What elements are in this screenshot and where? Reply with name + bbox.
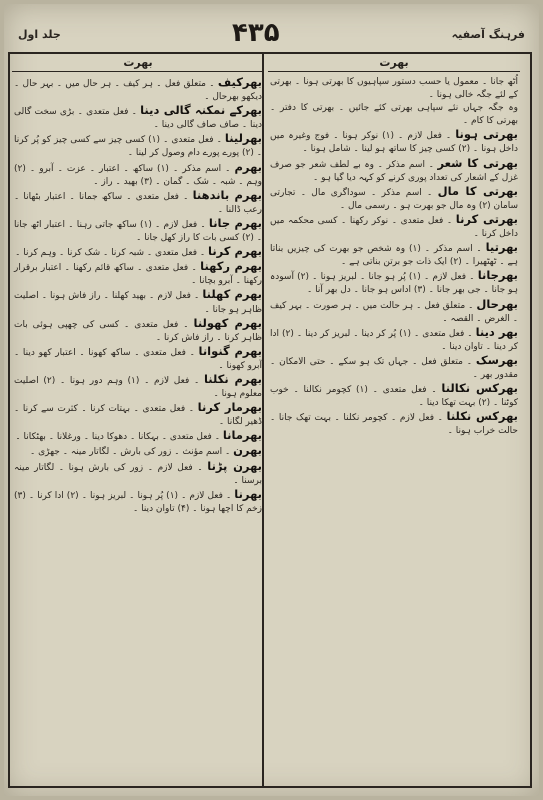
entry-definition: ۔ فعل متعدی ۔ (۱) کسی چیز سے کسی چیز کو پُر کرنا ۔ (۲) پورے پورے دام وصول کر لینا ۔ [14,135,262,159]
entry-definition: ۔ متعلق فعل ۔ جہاں تک ہو سکے ۔ حتی الامکان ۔ مقدور بھر ۔ [270,356,518,380]
entry-headword: بھرن [233,443,262,458]
entry-definition: ۔ فعل لازم ۔ کچومر نکلنا ۔ بہت تھک جانا ۔ حالت خراب ہونا ۔ [270,413,518,437]
entry-definition: وہ جگہ جہاں نئے سپاہی بھرتی کئے جائیں ۔ بھرتی کا دفتر ۔ بھرتی کا کام ۔ [270,103,518,127]
page-header [4,4,539,56]
entry-headword: بھرتی ہونا [455,127,518,142]
entry-headword: بھرم نکلنا [203,371,262,386]
dictionary-entry [14,104,262,132]
entry-definition: ۔ فعل متعدی ۔ شبہ کرنا ۔ شک کرنا ۔ وہم کرنا ۔ [15,248,206,259]
volume-label: جلد اول [18,28,61,41]
entry-headword: بھرتی کا مال [437,183,518,198]
entry-definition: ۔ فعل لازم ۔ بھید کھلنا ۔ راز فاش ہونا ۔ اصلیت ظاہر ہو جانا ۔ [14,291,262,315]
entry-headword: بھرم کھلنا [202,287,262,302]
entry-definition: ۔ فعل متعدی ۔ ساکھ کھونا ۔ اعتبار کھو دینا ۔ آبرو کھونا ۔ [14,347,262,371]
entry-definition: ۔ فعل لازم ۔ (۱) نوکر ہونا ۔ فوج وغیرہ میں داخل ہونا ۔ (۲) کسی چیز کا ساتھ ہو لینا ۔ شامل ہونا ۔ [270,131,518,155]
entry-headword: بھرم رکھنا [200,259,262,274]
dictionary-entry [270,326,518,354]
entry-headword: بھرکس نکلنا [446,409,518,424]
entry-headword: بھرم باندھنا [192,187,262,202]
dictionary-entry [14,460,262,488]
entry-headword: بھرمانا [222,428,262,443]
left-column-title: بھرت [12,56,264,72]
dictionary-entry [14,444,262,459]
left-entries [12,76,264,516]
entry-headword: بھرحال [476,296,518,311]
dictionary-entry [14,189,262,217]
dictionary-entry [270,410,518,438]
dictionary-entry [14,132,262,160]
entry-definition: ۔ اسم مذکر ۔ سوداگری مال ۔ تجارتی سامان (۲) وہ مال جو بھرت ہو ۔ رسمی مال ۔ [270,187,518,211]
entry-definition: ۔ فعل متعدی ۔ بہکانا ۔ دھوکا دینا ۔ ورغلانا ۔ بھٹکانا ۔ [15,432,220,443]
entry-definition: ۔ اسم مذکر ۔ (۱) وہ شخص جو بھرت کی چیزیں بناتا ہے ۔ ٹھٹھیرا ۔ (۲) ایک ذات جو برتن بناتی ہے ۔ [270,244,518,268]
dictionary-entry [14,288,262,316]
dictionary-entry [270,298,518,326]
entry-definition: ۔ فعل لازم ۔ (۱) پُر ہو جانا ۔ لبریز ہونا ۔ (۲) آسودہ ہو جانا ۔ جی بھر جانا ۔ (۳) اداس ہو جانا ۔ دل بھر آنا ۔ [270,272,518,296]
dictionary-entry [14,488,262,516]
dictionary-entry [270,185,518,213]
entry-headword: بھرم [234,159,262,174]
dictionary-entry [270,76,518,102]
book-title: فرہنگ آصفیہ [451,28,525,41]
dictionary-entry [14,260,262,288]
entry-headword: بھرنا [234,486,262,501]
entry-headword: بھرمار کرنا [197,400,262,415]
dictionary-entry [270,213,518,241]
entry-definition: ۔ فعل متعدی ۔ نوکر رکھنا ۔ کسی محکمہ میں داخل کرنا ۔ [270,215,518,240]
page-number: ۴۳۵ [232,18,280,48]
entry-headword: بھرکس نکالنا [441,381,518,396]
entry-definition: ۔ فعل لازم ۔ (۱) ساکھ جاتی رہنا ۔ اعتبار اٹھ جانا ۔ (۲) کسی بات کا راز کھل جانا ۔ [14,219,262,244]
dictionary-entry [270,128,518,156]
dictionary-entry [14,76,262,104]
entry-definition: ۔ فعل متعدی ۔ (۱) کچومر نکالنا ۔ خوب کوٹنا ۔ (۲) بہت تھکا دینا ۔ [270,385,518,409]
entry-definition: ۔ اسم مذکر ۔ وہ بے لطف شعر جو صرف غزل کے اشعار کی تعداد پوری کرنے کو کہہ دیا گیا ہو ۔ [270,159,518,183]
entry-headword: بھرجانا [477,268,518,283]
entry-headword: بھرتیا [485,240,518,255]
entry-definition: ۔ فعل لازم ۔ زور کی بارش ہونا ۔ لگاتار مینہ برسنا ۔ [14,462,262,486]
entry-headword: بھرم کھولنا [193,315,262,330]
entry-headword: بھرلینا [224,131,262,146]
entry-headword: بھرکے نمکنہ گالی دینا [140,103,262,118]
dictionary-entry [14,429,262,444]
entry-definition: ۔ فعل لازم ۔ (۱) پُر ہونا ۔ لبریز ہونا ۔ (۲) ادا کرنا ۔ (۳) زخم کا اچھا ہونا ۔ (۴) تاوان دینا ۔ [14,490,262,514]
dictionary-entry [14,373,262,401]
entry-headword: بھرن پڑنا [207,458,262,473]
entry-definition: ۔ فعل متعدی ۔ ساکھ قائم رکھنا ۔ اعتبار برقرار رکھنا ۔ آبرو بچانا ۔ [14,263,262,287]
entry-headword: بھرم کرنا [208,244,262,259]
entry-headword: بھرکیف [217,75,262,89]
entry-headword: بھر دینا [475,324,518,339]
dictionary-entry [14,317,262,345]
dictionary-entry [14,345,262,373]
dictionary-entry [270,157,518,185]
entry-definition: ۔ فعل لازم ۔ (۱) وہم دور ہونا ۔ (۲) اصلیت معلوم ہونا ۔ [14,375,262,400]
dictionary-entry [14,217,262,245]
entry-definition: ۔ فعل متعدی ۔ بڑی سخت گالی دینا ۔ صاف صاف گالی دینا ۔ [14,107,262,131]
right-column [268,56,520,782]
left-column [12,56,264,782]
dictionary-entry [270,102,518,128]
entry-definition: ۔ فعل متعدی ۔ ساکھ جمانا ۔ اعتبار بٹھانا ۔ رعب ڈالنا ۔ [14,191,262,215]
entry-definition: ۔ فعل متعدی ۔ (۱) پُر کر دینا ۔ لبریز کر دینا ۔ (۲) ادا کر دینا ۔ تاوان دینا ۔ [270,328,518,352]
right-entries [268,76,520,438]
entry-definition: اُٹھ جانا ۔ معمول یا حسب دستور سپاہیوں کا بھرتی ہونا ۔ بھرتی کے لئے جگہ خالی ہونا ۔ [270,77,518,101]
entry-definition: ۔ اسم مؤنث ۔ زور کی بارش ۔ لگاتار مینہ ۔ جھڑی ۔ [29,447,231,458]
entry-definition: ۔ متعلق فعل ۔ ہر حالت میں ۔ ہر صورت ۔ بہر کیف ۔ الغرض ۔ القصہ ۔ [270,300,518,324]
dictionary-entry [270,269,518,297]
entry-definition: ۔ متعلق فعل ۔ ہر کیف ۔ ہر حال میں ۔ بہر حال ۔ دیکھو بھرحال ۔ [14,79,262,103]
entry-headword: بھرم گنوانا [198,343,262,358]
dictionary-entry [270,241,518,269]
entry-definition: ۔ فعل متعدی ۔ بہتات کرنا ۔ کثرت سے کرنا ۔ ڈھیر لگانا ۔ [14,404,262,428]
dictionary-entry [14,401,262,429]
entry-headword: بھرتی کا شعر [437,155,518,170]
entry-headword: بھرتی کرنا [455,211,518,226]
dictionary-entry [270,354,518,382]
entry-definition: ۔ اسم مذکر ۔ (۱) ساکھ ۔ اعتبار ۔ عزت ۔ آبرو ۔ (۲) وہم ۔ شبہ ۔ شک ۔ گمان ۔ (۳) بھید ۔ راز ۔ [14,163,262,187]
entry-headword: بھرسک [475,352,518,367]
right-column-title: بھرت [268,56,520,72]
dictionary-entry [14,245,262,260]
entry-definition: ۔ فعل متعدی ۔ کسی کی چھپی ہوئی بات ظاہر کرنا ۔ راز فاش کرنا ۔ [14,319,262,343]
dictionary-entry [270,382,518,410]
dictionary-entry [14,161,262,189]
entry-headword: بھرم جانا [208,215,262,230]
